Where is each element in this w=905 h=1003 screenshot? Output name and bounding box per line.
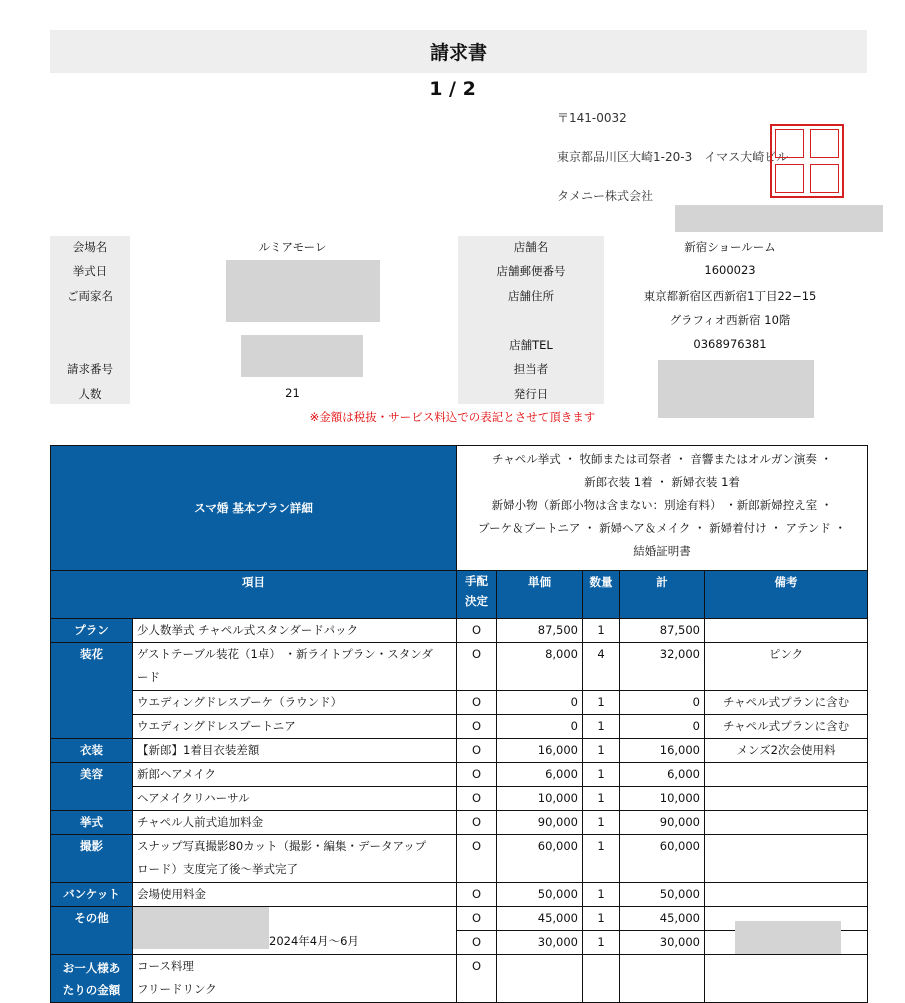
arrange-mark: O xyxy=(457,715,497,739)
arrange-mark: O xyxy=(457,619,497,643)
info-right-label-bg xyxy=(458,236,604,404)
unit-price-cell: 0 xyxy=(497,715,583,739)
label-ceremony-date: 挙式日 xyxy=(72,264,108,278)
qty-cell: 1 xyxy=(583,691,620,715)
store-tel-value: 0368976381 xyxy=(693,337,767,351)
arrange-mark: O xyxy=(457,955,497,1003)
arrange-mark: O xyxy=(457,763,497,787)
total-cell: 6,000 xyxy=(620,763,705,787)
venue-value: ルミアモーレ xyxy=(258,240,327,254)
table-row xyxy=(51,691,868,715)
category-cell: 衣装 xyxy=(51,739,133,763)
table-row xyxy=(51,619,868,643)
note-cell xyxy=(705,763,868,787)
table-row xyxy=(51,883,868,907)
item-cell xyxy=(133,643,457,691)
category-cell: 撮影 xyxy=(51,835,133,883)
label-staff: 担当者 xyxy=(513,362,549,376)
company-name: タメニー株式会社 xyxy=(557,189,654,203)
table-row xyxy=(51,763,868,787)
qty-cell: 1 xyxy=(583,931,620,955)
note-cell xyxy=(705,787,868,811)
total-cell: 30,000 xyxy=(620,931,705,955)
item-cell: 【新郎】1着目衣装差額 xyxy=(133,739,457,763)
arrange-mark: O xyxy=(457,907,497,931)
redacted-note xyxy=(735,921,841,954)
qty-cell: 4 xyxy=(583,643,620,691)
invoice-table xyxy=(50,445,868,1003)
arrange-mark: O xyxy=(457,883,497,907)
info-left-label-bg xyxy=(50,236,130,404)
company-postal: 〒141-0032 xyxy=(557,111,627,125)
qty-cell: 1 xyxy=(583,883,620,907)
arrange-mark: O xyxy=(457,739,497,763)
total-cell: 90,000 xyxy=(620,811,705,835)
label-issue-date: 発行日 xyxy=(513,387,549,401)
col-header-arrange-1: 手配 xyxy=(465,574,488,588)
item-line: ード xyxy=(137,670,160,684)
label-store-postal: 店舗郵便番号 xyxy=(496,264,566,278)
store-address-value: 東京都新宿区西新宿1丁目22−15 xyxy=(643,289,817,303)
label-store-name: 店舗名 xyxy=(513,240,549,254)
qty-cell: 1 xyxy=(583,619,620,643)
category-cell: その他 xyxy=(51,907,133,955)
unit-price-cell: 50,000 xyxy=(497,883,583,907)
item-cell: 新郎ヘアメイク xyxy=(133,763,457,787)
unit-price-cell: 60,000 xyxy=(497,835,583,883)
category-line: お一人様あ xyxy=(62,961,121,975)
category-cell: バンケット xyxy=(51,883,133,907)
guest-count-value: 21 xyxy=(285,386,300,400)
arrange-mark: O xyxy=(457,787,497,811)
plan-desc-line: 新郎衣装 1着 ・ 新婦衣装 1着 xyxy=(584,475,740,489)
item-cell: チャペル人前式追加料金 xyxy=(133,811,457,835)
note-cell xyxy=(705,619,868,643)
note-cell xyxy=(705,955,868,1003)
arrange-mark: O xyxy=(457,835,497,883)
qty-cell: 1 xyxy=(583,715,620,739)
total-cell: 0 xyxy=(620,691,705,715)
unit-price-cell: 10,000 xyxy=(497,787,583,811)
plan-desc-line: 結婚証明書 xyxy=(633,544,691,558)
item-cell xyxy=(133,955,457,1003)
col-header-item: 項目 xyxy=(51,571,457,619)
category-cell: 挙式 xyxy=(51,811,133,835)
col-header-arrange-2: 決定 xyxy=(465,594,488,608)
item-cell: ヘアメイクリハーサル xyxy=(133,787,457,811)
table-row xyxy=(51,739,868,763)
item-line: フリードリンク xyxy=(137,982,217,996)
store-postal-value: 1600023 xyxy=(704,263,756,277)
total-cell: 50,000 xyxy=(620,883,705,907)
table-row xyxy=(51,835,868,883)
note-cell: メンズ2次会使用料 xyxy=(705,739,868,763)
company-seal-stamp xyxy=(770,124,844,198)
page-number: 1 / 2 xyxy=(429,78,476,100)
arrange-mark: O xyxy=(457,643,497,691)
plan-desc-line: チャペル挙式 ・ 牧師または司祭者 ・ 音響またはオルガン演奏 ・ xyxy=(492,452,832,466)
unit-price-cell: 0 xyxy=(497,691,583,715)
item-cell xyxy=(133,907,457,955)
table-row xyxy=(51,811,868,835)
item-cell: ウエディングドレスブーケ（ラウンド） xyxy=(133,691,457,715)
plan-desc-line: ブーケ＆ブートニア ・ 新婦ヘア＆メイク ・ 新婦着付け ・ アテンド ・ xyxy=(477,521,847,535)
unit-price-cell: 90,000 xyxy=(497,811,583,835)
category-cell: 装花 xyxy=(51,643,133,739)
redacted-item xyxy=(133,907,269,949)
invoice-title: 請求書 xyxy=(50,30,867,73)
table-row xyxy=(51,643,868,691)
col-header-qty: 数量 xyxy=(583,571,620,619)
total-cell xyxy=(620,955,705,1003)
item-line: スナップ写真撮影80カット（撮影・編集・データアップ xyxy=(137,839,427,853)
arrange-mark: O xyxy=(457,691,497,715)
note-cell xyxy=(705,931,868,955)
total-cell: 60,000 xyxy=(620,835,705,883)
total-cell: 10,000 xyxy=(620,787,705,811)
category-cell xyxy=(51,955,133,1003)
category-cell: プラン xyxy=(51,619,133,643)
total-cell: 87,500 xyxy=(620,619,705,643)
plan-description xyxy=(457,446,868,571)
store-address-line2: グラフィオ西新宿 10階 xyxy=(669,313,791,327)
item-line: コース料理 xyxy=(137,959,194,973)
unit-price-cell: 16,000 xyxy=(497,739,583,763)
table-row xyxy=(51,787,868,811)
qty-cell: 1 xyxy=(583,763,620,787)
redacted-invoice-number xyxy=(241,335,363,377)
unit-price-cell xyxy=(497,955,583,1003)
item-cell: ウエディングドレスブートニア xyxy=(133,715,457,739)
qty-cell: 1 xyxy=(583,787,620,811)
unit-price-cell: 6,000 xyxy=(497,763,583,787)
qty-cell: 1 xyxy=(583,907,620,931)
unit-price-cell: 87,500 xyxy=(497,619,583,643)
note-cell xyxy=(705,883,868,907)
unit-price-cell: 8,000 xyxy=(497,643,583,691)
label-guest-count: 人数 xyxy=(78,387,102,401)
qty-cell: 1 xyxy=(583,835,620,883)
item-cell: 会場使用料金 xyxy=(133,883,457,907)
note-cell xyxy=(705,835,868,883)
item-line: 2024年4月～6月 xyxy=(269,934,359,948)
item-cell xyxy=(133,835,457,883)
redacted-block xyxy=(675,205,883,232)
arrange-mark: O xyxy=(457,811,497,835)
store-name-value: 新宿ショールーム xyxy=(684,240,776,254)
col-header-total: 計 xyxy=(620,571,705,619)
label-store-tel: 店舗TEL xyxy=(509,338,553,352)
col-header-note: 備考 xyxy=(705,571,868,619)
label-venue: 会場名 xyxy=(72,240,108,254)
plan-label: スマ婚 基本プラン詳細 xyxy=(51,446,457,571)
table-row xyxy=(51,715,868,739)
note-cell: チャペル式プランに含む xyxy=(705,715,868,739)
note-cell: チャペル式プランに含む xyxy=(705,691,868,715)
note-cell xyxy=(705,811,868,835)
item-line: ゲストテーブル装花（1卓） ・新ライトプラン・スタンダ xyxy=(137,647,433,661)
unit-price-cell: 45,000 xyxy=(497,907,583,931)
col-header-arrange xyxy=(457,571,497,619)
redacted-date-family xyxy=(226,260,380,322)
qty-cell xyxy=(583,955,620,1003)
total-cell: 16,000 xyxy=(620,739,705,763)
qty-cell: 1 xyxy=(583,811,620,835)
label-invoice-number: 請求番号 xyxy=(67,362,113,376)
total-cell: 32,000 xyxy=(620,643,705,691)
tax-notice: ※金額は税抜・サービス料込での表記とさせて頂きます xyxy=(309,410,596,424)
qty-cell: 1 xyxy=(583,739,620,763)
table-row xyxy=(51,955,868,1003)
col-header-unit-price: 単価 xyxy=(497,571,583,619)
arrange-mark: O xyxy=(457,931,497,955)
note-cell: ピンク xyxy=(705,643,868,691)
unit-price-cell: 30,000 xyxy=(497,931,583,955)
label-family-name: ご両家名 xyxy=(67,289,113,303)
category-line: たりの金額 xyxy=(62,983,121,997)
category-cell: 美容 xyxy=(51,763,133,811)
total-cell: 0 xyxy=(620,715,705,739)
label-store-address: 店舗住所 xyxy=(508,289,554,303)
total-cell: 45,000 xyxy=(620,907,705,931)
plan-desc-line: 新婦小物（新郎小物は含まない：別途有料） ・新郎新婦控え室 ・ xyxy=(491,498,833,512)
company-address: 東京都品川区大崎1-20-3 イマス大崎ビル xyxy=(557,150,789,164)
item-line: ロード）支度完了後～挙式完了 xyxy=(137,862,298,876)
item-cell: 少人数挙式 チャペル式スタンダードパック xyxy=(133,619,457,643)
